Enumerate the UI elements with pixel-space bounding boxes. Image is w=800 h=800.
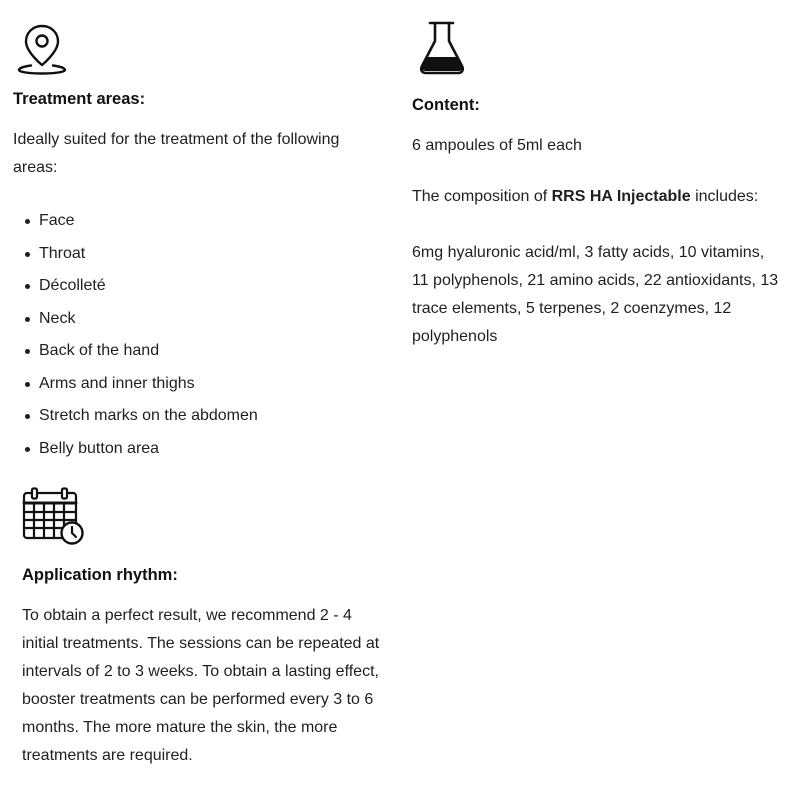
- composition-suffix: includes:: [690, 188, 759, 205]
- composition-text: [412, 183, 758, 211]
- list-item: Belly button area: [13, 433, 258, 466]
- rhythm-line: months. The more mature the skin, the more: [22, 719, 338, 736]
- list-item: Throat: [13, 238, 258, 271]
- rhythm-line: To obtain a perfect result, we recommend 2 - 4: [22, 607, 352, 624]
- list-item: Neck: [13, 303, 258, 336]
- application-rhythm-heading: Application rhythm:: [22, 566, 178, 584]
- ingredients-line: 6mg hyaluronic acid/ml, 3 fatty acids, 10 vitamins,: [412, 244, 765, 261]
- ingredients-text: [412, 239, 778, 351]
- list-item: Back of the hand: [13, 335, 258, 368]
- composition-prefix: The composition of: [412, 188, 552, 205]
- ingredients-line: 11 polyphenols, 21 amino acids, 22 antioxidants, 13: [412, 272, 779, 289]
- calendar-clock-icon: [22, 487, 86, 547]
- treatment-areas-list: [13, 205, 258, 465]
- treatment-areas-intro: [13, 126, 393, 182]
- list-item: Face: [13, 205, 258, 238]
- ingredients-line: trace elements, 5 terpenes, 2 coenzymes, 12: [412, 300, 732, 317]
- rhythm-line: initial treatments. The sessions can be repeated at: [22, 635, 380, 652]
- content-heading: Content:: [412, 96, 480, 114]
- ingredients-line: polyphenols: [412, 328, 498, 345]
- rhythm-line: booster treatments can be performed every 3 to 6: [22, 691, 374, 708]
- flask-icon: [418, 20, 466, 76]
- intro-line-1: Ideally suited for the treatment of the following: [13, 131, 340, 148]
- product-name: RRS HA Injectable: [551, 188, 691, 205]
- ampoules-text: 6 ampoules of 5ml each: [412, 137, 582, 154]
- rhythm-line: treatments are required.: [22, 747, 193, 764]
- intro-line-2: areas:: [13, 159, 58, 176]
- treatment-areas-heading: Treatment areas:: [13, 90, 146, 108]
- application-rhythm-text: [22, 602, 379, 770]
- rhythm-line: intervals of 2 to 3 weeks. To obtain a lasting effect,: [22, 663, 379, 680]
- list-item: Décolleté: [13, 270, 258, 303]
- list-item: Stretch marks on the abdomen: [13, 400, 258, 433]
- map-pin-icon: [17, 22, 69, 74]
- list-item: Arms and inner thighs: [13, 368, 258, 401]
